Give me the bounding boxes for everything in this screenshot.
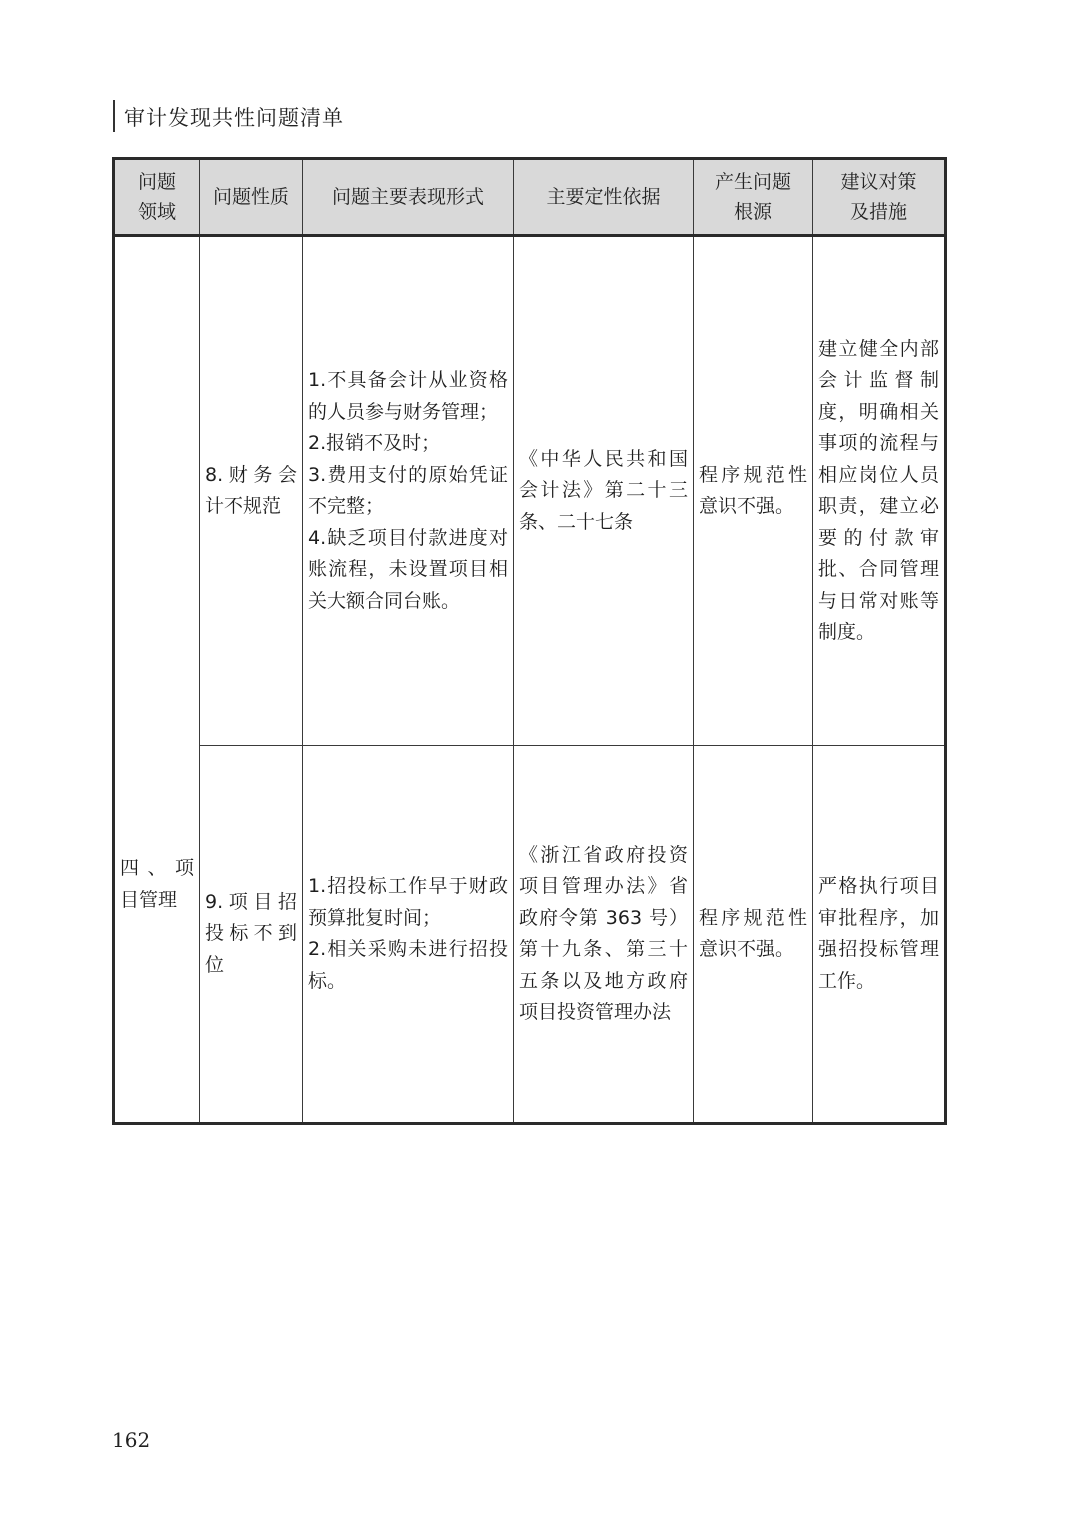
manifestation-cell: 1.招投标工作早于财政预算批复时间； 2.相关采购未进行招投标。: [303, 746, 514, 1124]
issue-nature-cell: 8.财务会计不规范: [200, 236, 303, 746]
suggestion-cell: 建立健全内部会计监督制度，明确相关事项的流程与相应岗位人员职责，建立必要的付款审批、合同管理与日常对账等制度。: [813, 236, 946, 746]
legal-basis-cell: 《中华人民共和国会计法》第二十三条、二十七条: [514, 236, 694, 746]
header-manifestation: 问题主要表现形式: [303, 159, 514, 236]
header-divider: [113, 100, 115, 132]
issue-area-text: 四、项目管理: [120, 857, 194, 911]
table-row: [114, 236, 946, 746]
header-issue-area: 问题 领域: [114, 159, 200, 236]
suggestion-cell: 严格执行项目审批程序，加强招投标管理工作。: [813, 746, 946, 1124]
audit-issues-table: [112, 157, 947, 1125]
header-issue-nature: 问题性质: [200, 159, 303, 236]
issue-nature-cell: 9.项目招投标不到位: [200, 746, 303, 1124]
legal-basis-cell: 《浙江省政府投资项目管理办法》省政府令第 363 号）第十九条、第三十五条以及地方政府项目投资管理办法: [514, 746, 694, 1124]
issue-area-cell: [114, 236, 200, 1124]
header-root-cause: 产生问题 根源: [694, 159, 813, 236]
root-cause-cell: 程序规范性意识不强。: [694, 236, 813, 746]
table-header-row: [114, 159, 946, 236]
root-cause-cell: 程序规范性意识不强。: [694, 746, 813, 1124]
page-header-title: 审计发现共性问题清单: [124, 106, 344, 130]
header-suggestion: 建议对策 及措施: [813, 159, 946, 236]
manifestation-cell: 1.不具备会计从业资格的人员参与财务管理； 2.报销不及时； 3.费用支付的原始凭证不完整； 4.缺乏项目付款进度对账流程，未设置项目相关大额合同台账。: [303, 236, 514, 746]
page-number: 162: [112, 1428, 151, 1452]
table-row: [114, 746, 946, 1124]
header-legal-basis: 主要定性依据: [514, 159, 694, 236]
